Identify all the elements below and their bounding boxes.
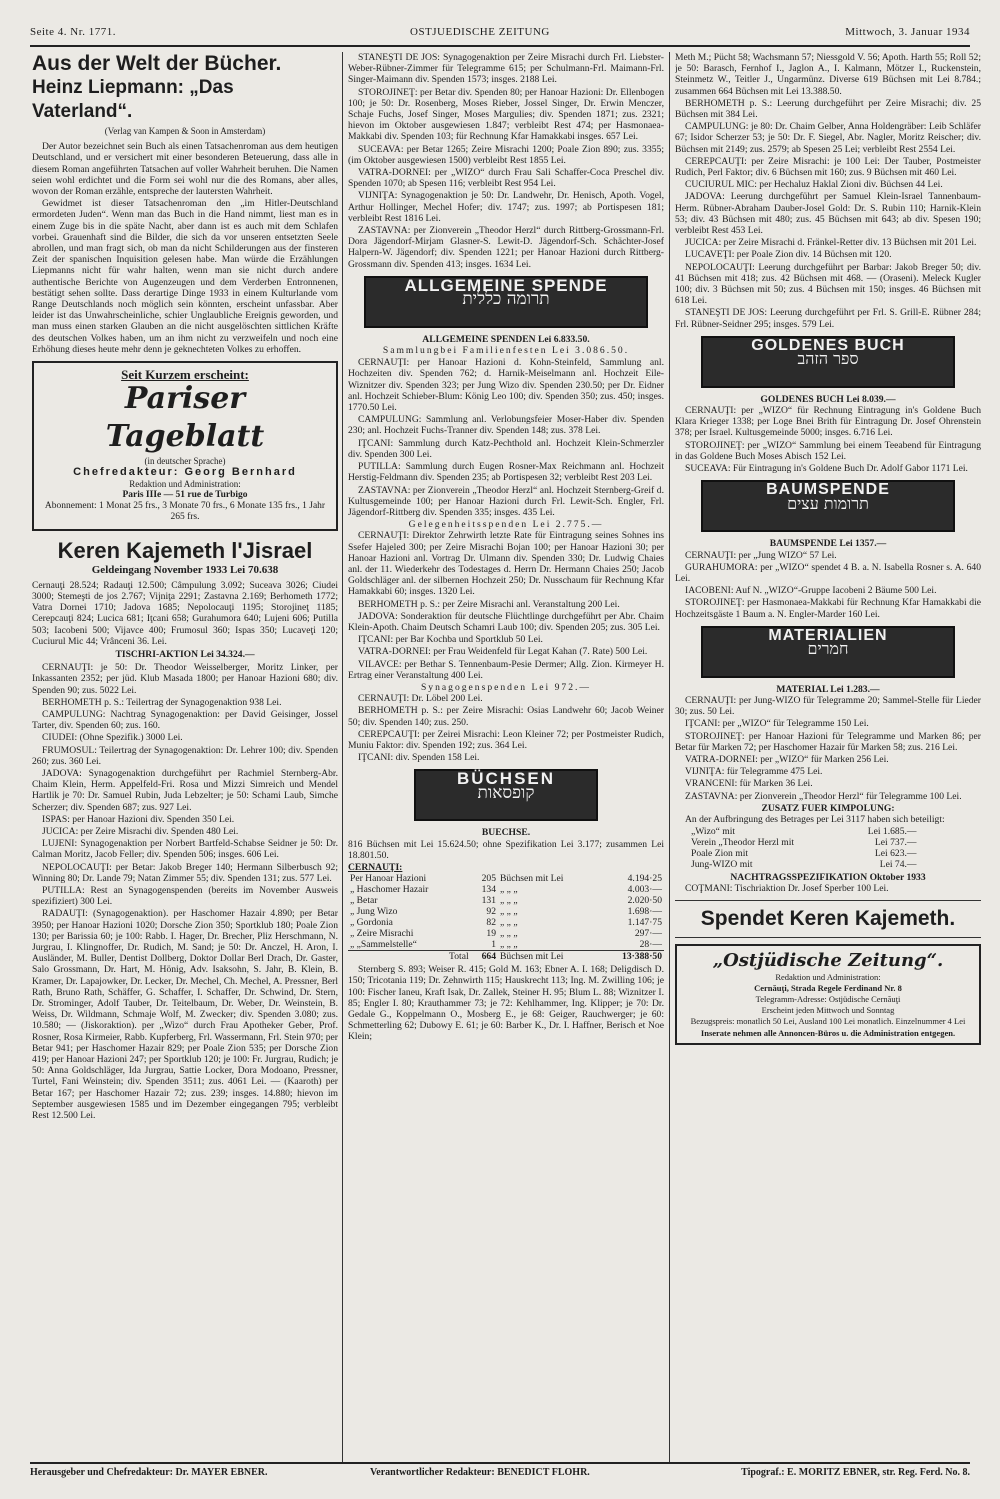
masthead-address: Cernăuţi, Strada Regele Ferdinand Nr. 8 <box>754 982 902 993</box>
donation-paragraph: STOROJINEŢ: per Hanoar Hazioni für Telegramme und Marken 86; per Betar für Marken 72; per Haschomer Hazair für Marken 58; zus. 216 Lei. <box>675 730 981 753</box>
donation-paragraph: IŢCANI: per „WIZO“ für Telegramme 150 Lei. <box>685 718 869 730</box>
donation-paragraph: An der Aufbringung des Betrages per Lei 3117 haben sich beteiligt: <box>685 813 945 825</box>
ad-address: Paris IIIe — 51 rue de Turbigo <box>122 489 248 500</box>
table-row <box>348 939 664 951</box>
issue-date: Mittwoch, 3. Januar 1934 <box>845 26 970 38</box>
masthead-price: Bezugspreis: monatlich 50 Lei, Ausland 100 Lei monatlich. Einzelnummer 4 Lei <box>690 1016 966 1027</box>
banner-label: GOLDENES BUCH <box>751 336 905 354</box>
donation-paragraph: ZASTAVNA: per Zionverein „Theodor Herzl“ durch Rittberg-Grossmann-Frl. Dora Jägendorf-Mirjam Glasner-S. Lewit-D. Jägendorf-Sch. Schächter-Josef Halpern-W. Jägendorf; div. Spenden 1221; per Hanoar Hazioni durch Rittberg-Grossmann div. Spenden 413; insges. 1634 Lei. <box>348 225 664 270</box>
table-row <box>348 895 664 906</box>
banner-hebrew: ספר הזהב <box>797 349 859 369</box>
donation-paragraph: VILAVCE: per Bethar S. Tennenbaum-Pesie Dermer; Allg. Zion. Kirmeyer H. Ertrag einer Veranstaltung 400 Lei. <box>348 658 664 681</box>
table-row <box>348 928 664 939</box>
row-name: Jung-WIZO mit <box>691 859 753 871</box>
section-subheading: Synagogenspenden Lei 972.— <box>420 681 592 693</box>
row-count: 131 <box>481 895 497 907</box>
donation-paragraph: RADAUŢI: (Synagogenaktion). per Haschomer Hazair 4.890; per Betar 3950; per Hanoar Hazioni 1020; Dorsche Zion 350; Sportklub 180; Poale Zion 130; per Barissia 60; je 100: Rabb. I. Hager, Dr. Brecher, Pliz Herschmann, N. Jurgrau, I. Klingnoffer, Dr. Rudich, M. Sand; je 50: Dr. Anczel, H. Aron, I. Ausländer, M. Buller, Dentist Dollberg, Doktor Dollar Berl Drach, Dr. Gaster, Salo Grossmann, Dr. Hart, M. Hönig, Adv. Isaksohn, S. Jahr, B. Klein, B. Kramer, Dr. Lapajowker, Dr. Lecker, Dr. Mechel, Ch. Mechel, A. Pressner, Berl Rath, Bruno Rath, Schäffer, G. Schaffer, I. Schaffer, Dr. Schwind, Dr. Stern, Dr. Strominger, Adolf Tauber, Dr. Teitelbaum, Dr. Weber, Dr. Weinstein, B. Weiss, Dr. Wildmann, Schmaje Wolf, M. Zwecker; div. Spenden 3.080; zus. 10.580; — (Jiskoraktion). per „Wizo“ durch Frau Apotheker Geber, Prof. Rosner, Rosa Kirmeier, Rabb. Kupferberg, Frl. Wassermann, Frl. Stein 970; per Betar 941; per Haschomer Hazair 829; per Poale Zion 535; per Dorsche Zion 419; per Hanoar Hazioni 247; per Sportklub 120; je 100: Fr. Jurgrau, Rudich; je 50: Anna Goldschläger, Ida Jurgrau, Sattie Locker, Dora Modoano, Pressner, Turtel, Fani Weinstein; div. Spenden 3511; zus. 4061 Lei. — (Kaaroth) per Betar 167; per Haschomer Hazair 72; zus. 239; insges. 14.880; hievon im September ausgewiesen 1585 und im Dezember eingegangen 795; verbleibt Rest 12.500 Lei. <box>32 908 338 1122</box>
footer-editor: Verantwortlicher Redakteur: BENEDICT FLOHR. <box>370 1467 590 1478</box>
donation-paragraph: CERNAUŢI: per „WIZO“ für Rechnung Eintragung in's Goldene Buch Klara Krieger 1338; per Loge Bnei Brith für Eintragung Dr. Josef Ohrenstein 378; per Israel. Kultusgemeinde 5000; insges. 6.716 Lei. <box>675 405 981 439</box>
divider <box>675 937 981 938</box>
donation-paragraph: SUCEAVA: per Betar 1265; Zeire Misrachi 1200; Poale Zion 890; zus. 3355; (im Oktober ausgewiesen 1500) verbleibt Rest 1855 Lei. <box>348 143 664 166</box>
ad-editor: Chefredakteur: Georg Bernhard <box>73 466 297 479</box>
page-number: Seite 4. Nr. 1771. <box>30 26 116 38</box>
donation-paragraph: CAMPULUNG: je 80: Dr. Chaim Gelber, Anna Holdengräber: Leib Schläfer 67; Isidor Scherzer 53; je 50: Dr. F. Siegel, Abr. Nagler, Moritz Reischer; div. Büchsen mit 2149; zus. 2579; ab Spesen 25 Lei; verbleibt Rest 2554 Lei. <box>675 121 981 155</box>
table-row <box>348 884 664 895</box>
review-paragraph: Gewidmet ist dieser Tatsachenroman den „im Hitler-Deutschland ermordeten Juden“. Wenn man das Buch in die Hand nimmt, liest man es in einem Zuge bis in die späte Nacht, aber dann ist es auch mit dem Schlafen vorbei. Grauenhaft sind die Bilder, die sich da vor unseren entsetzten Seele abrollen, und man fragt sich, ob man da nicht Schilderungen aus der finsteren Zeit der spanischen Inquisition gelesen habe. Man würde die Erzählungen Liepmanns nicht für wahr halten, wenn man sie nicht durch andere authentische Berichte von Augenzeugen und dem Verderben Entronnenen, bestätigt sehen sollte. Dass derartige Dinge 1933 in einem Kulturlande vom Range Deutschlands noch möglich sein könnten, erscheint unfassbar. Aber leider ist das Unwahrscheinliche, schier Unglaubliche Ereignis geworden, und man muss einen starken Glauben an die nicht ausgelöschten sittlichen Kräfte des deutschen Volkes haben, um an ihm nicht zu verzweifeln und noch eine Erhöhung dieses heute mehr denn je geknechteten Volkes zu erhoffen. <box>32 198 338 355</box>
ad-admin: Redaktion und Administration: <box>129 478 241 489</box>
tischri-heading: TISCHRI-AKTION Lei 34.324.— <box>115 648 255 660</box>
row-name: „ Gordonia <box>350 917 393 929</box>
section-heading: MATERIAL Lei 1.283.— <box>776 683 880 695</box>
donation-paragraph: BERHOMETH p. S.: Teilertrag der Synagogenaktion 938 Lei. <box>42 696 282 708</box>
table-row <box>689 837 919 848</box>
donation-paragraph: ISPAS: per Hanoar Hazioni div. Spenden 350 Lei. <box>42 813 235 825</box>
donation-paragraph: LUJENI: Synagogenaktion per Norbert Bartfeld-Schabse Seidner je 50: Dr. Calman Moritz, Jacob Feller; div. Spenden 506; insges. 606 Lei. <box>32 838 338 861</box>
donation-paragraph: LUCAVEŢI: per Poale Zion div. 14 Büchsen mit 120. <box>685 249 892 261</box>
donation-paragraph: CUCIURUL MIC: per Hechaluz Haklal Zioni div. Büchsen 44 Lei. <box>685 179 943 191</box>
buechsen-table <box>348 873 664 962</box>
book-title: Heinz Liepmann: „Das Vaterland“. <box>32 77 234 122</box>
section-heading: BUECHSE. <box>481 827 531 839</box>
donation-paragraph: JUCICA: per Zeire Misrachi d. Fränkel-Retter div. 13 Büchsen mit 201 Lei. <box>685 237 977 249</box>
row-label: „ „ „ <box>500 939 518 951</box>
section-heading: ZUSATZ FUER KIMPOLUNG: <box>761 802 895 814</box>
donation-paragraph: VATRA-DORNEI: per „WIZO“ für Marken 256 Lei. <box>685 753 889 765</box>
table-row <box>348 906 664 917</box>
total-amount: 13·388·50 <box>622 951 662 963</box>
column-2 <box>348 52 664 1460</box>
row-count: 19 <box>486 928 497 940</box>
donation-paragraph: CERNAUŢI: Direktor Zehrwirth letzte Rate für Eintragung seines Sohnes ins Ssefer Hajeled 300; per Zeire Misrachi Bojan 100; per Hanoar Hazioni 30; per Hanoar Hazioni anl. Vortrag Dr. Ulmann div. Spenden 330; Dr. Ludwig Chaies anl. der 11. Wiederkehr des Todestages d. Herrn Dr. Hermann Chaies 250; Jacob Goldschläger anl. der silbernen Hochzeit 250; Dr. Nusschaum für Rechnung Kfar Hamakkabi 60; insges. 1320 Lei. <box>348 530 664 598</box>
newspaper-name: OSTJUEDISCHE ZEITUNG <box>410 26 550 38</box>
donation-paragraph: ZASTAVNA: per Zionverein „Theodor Herzl“ anl. Hochzeit Sternberg-Greif d. Kultusgemeinde 100; per Hanoar Hazioni durch Frl. Lewit-Sch. Engler, Frl. Jägendorf-Rittberg div. Spenden 335; insges. 435 Lei. <box>348 484 664 518</box>
banner-materialien <box>701 626 955 678</box>
donation-paragraph: GURAHUMORA: per „WIZO“ spendet 4 B. a. N. Isabella Rosner s. A. 640 Lei. <box>675 561 981 584</box>
donation-paragraph: VATRA-DORNEI: per Frau Weidenfeld für Legat Kahan (7. Rate) 500 Lei. <box>358 646 648 658</box>
page-header <box>30 26 970 44</box>
banner-hebrew: חמרים <box>807 638 849 658</box>
row-amount: 4.003·— <box>627 884 662 896</box>
ad-title: Pariser Tageblatt <box>105 381 265 455</box>
table-row <box>689 848 919 859</box>
banner-hebrew: קופסאות <box>477 782 535 803</box>
header-rule <box>30 45 970 47</box>
review-paragraph: Der Autor bezeichnet sein Buch als einen Tatsachenroman aus dem heutigen Deutschland, und er versichert mit einer besonderen Beteuerung, dass alle in diesem Roman angeführten Tatsachen auf voller Wahrheit beruhen. Die Namen seien wohl erdichtet und die Form sei wohl nur die des Romans, aber alles, wovon der Roman erzähle, entspreche der lautersten Wahrheit. <box>32 141 338 198</box>
donation-paragraph: NEPOLOCAUŢI: Leerung durchgeführt per Barbar: Jakob Breger 50; div. 41 Büchsen mit 418; zus. 42 Büchsen mit 468. — (Oraseni). Meleck Kugler 100; div. 3 Büchsen mit 50; zus. 4 Büchsen mit 150; insges. 46 Büchsen mit 618 Lei. <box>675 261 981 307</box>
row-label: Büchsen mit Lei <box>500 873 564 885</box>
footer-publisher: Herausgeber und Chefredakteur: Dr. MAYER EBNER. <box>30 1467 268 1478</box>
row-name: „ Jung Wizo <box>350 906 398 918</box>
donation-paragraph: IŢCANI: div. Spenden 158 Lei. <box>358 752 480 764</box>
banner-baumspende <box>701 480 955 532</box>
kk-city-totals: Cernauţi 28.524; Radauţi 12.500; Câmpulung 3.092; Suceava 3026; Ciudei 3000; Stemeşti de jos 2.767; Vijniţa 2291; Zastavna 2.169; Berhometh 1772; Vatra Dornei 1710; Jadova 1685; Nepolocauţi 1195; Storojineţ 1185; Cerepcauţi 824; Lucica 681; Iţcani 658; Gurahumora 640; Lujeni 606; Putilla 503; Iacobeni 500; Vijavce 400; Frumosul 360; Ispas 350; Lucaveţi 120; Cuciurul Mic 44; Vrânceni 36. Lei. <box>32 579 338 647</box>
table-row <box>689 859 919 870</box>
row-label: „ „ „ <box>500 884 518 896</box>
donation-paragraph: VRANCENI: für Marken 36 Lei. <box>685 778 813 790</box>
row-amount: 2.020·50 <box>627 895 662 907</box>
column-1 <box>32 52 338 1460</box>
masthead-admin: Redaktion und Administration: <box>775 971 881 982</box>
row-count: 1 <box>491 939 497 951</box>
row-count: 205 <box>481 873 497 885</box>
donation-paragraph: CAMPULUNG: Nachtrag Synagogenaktion: per David Geisinger, Jossel Tarter, div. Spenden 60; zus. 160. <box>32 708 338 732</box>
section-heading: BAUMSPENDE Lei 1357.— <box>769 538 887 550</box>
masthead-title: „Ostjüdische Zeitung“. <box>712 949 944 971</box>
ad-intro: Seit Kurzem erscheint: <box>121 367 249 383</box>
donation-paragraph: STANEŞTI DE JOS: Leerung durchgeführt per Frl. S. Grill-E. Rübner 284; Frl. Rübner-Seidner 295; insges. 579 Lei. <box>675 307 981 330</box>
table-row <box>348 917 664 928</box>
section-heading: GOLDENES BUCH Lei 8.039.— <box>760 393 896 405</box>
row-count: 134 <box>481 884 497 896</box>
donation-paragraph: JUCICA: per Zeire Misrachi div. Spenden 480 Lei. <box>42 825 239 837</box>
row-name: „ „Sammelstelle“ <box>350 939 417 951</box>
city-label: CERNAUŢI: <box>348 861 403 873</box>
row-amount: Lei 74.— <box>879 859 917 871</box>
donation-paragraph: VATRA-DORNEI: per „WIZO“ durch Frau Sali Schaffer-Coca Preschel div. Spenden 1070; ab Spesen 116; verbleibt Rest 954 Lei. <box>348 167 664 190</box>
donation-paragraph: SUCEAVA: Für Eintragung in's Goldene Buch Dr. Adolf Gabor 1171 Lei. <box>685 463 968 475</box>
row-label: „ „ „ <box>500 917 518 929</box>
donation-paragraph: BERHOMETH p. S.: per Zeire Misrachi anl. Veranstaltung 200 Lei. <box>358 598 620 610</box>
row-amount: 1.698·— <box>627 906 662 918</box>
footer-printer: Tipograf.: E. MORITZ EBNER, str. Reg. Ferd. No. 8. <box>741 1467 970 1478</box>
donation-paragraph: CEREPCAUŢI: per Zeirei Misrachi: Leon Kleiner 72; per Postmeister Rudich, Muniu Faktor: div. Spenden 192; zus. 364 Lei. <box>348 728 664 751</box>
donation-paragraph: BERHOMETH p. S.: Leerung durchgeführt per Zeire Misrachi; div. 25 Büchsen mit 384 Lei. <box>675 97 981 121</box>
donation-paragraph: STOROJINEŢ: per Betar div. Spenden 80; per Hanoar Hazioni: Dr. Ellenbogen 100; je 50: Dr. Rosenberg, Moses Rieber, Jossel Singer, Dr. Erwin Menczer, Schaje Fuchs, Josef Singer, Moses Margulies; div. Spenden 1871; zus. 2321; hievon im Oktober ausgewiesen 1.847; verbleibt Rest 474; per Hasmonaea-Makkabi div. Spenden 103; für Rechnung Kfar Hamakkabi insges. 657 Lei. <box>348 86 664 143</box>
table-row <box>348 873 664 884</box>
donation-paragraph: STOROJINEŢ: per Hasmonaea-Makkabi für Rechnung Kfar Hamakkabi die Hochzeitsgäste 1 Baum a. N. Engler-Marder 160 Lei. <box>675 597 981 620</box>
row-count: 82 <box>486 917 497 929</box>
row-name: „ Zeire Misrachi <box>350 928 414 940</box>
section-heading: ALLGEMEINE SPENDEN Lei 6.833.50. <box>422 333 590 345</box>
column-divider <box>669 52 670 1462</box>
section-subheading: Gelegenheitsspenden Lei 2.775.— <box>408 519 604 531</box>
page-footer <box>30 1462 970 1482</box>
donation-paragraph: NEPOLOCAUŢI: per Betar: Jakob Breger 140; Hermann Silberbusch 92; Winning 80; Dr. Lande 79; Natan Zimmer 55; div. Spenden 131; zus. 577 Lei. <box>32 861 338 884</box>
row-amount: Lei 1.685.— <box>867 826 917 838</box>
donation-paragraph: CEREPCAUŢI: per Zeire Misrachi: je 100 Lei: Der Tauber, Postmeister Rudich, Perl Faktor; div. 6 Büchsen mit 160; zus. 9 Büchsen mit 460 Lei. <box>675 155 981 179</box>
donation-paragraph: IŢCANI: Sammlung durch Katz-Pechthold anl. Hochzeit Klein-Schmerzler div. Spenden 300 Lei. <box>348 437 664 460</box>
masthead-ads: Inserate nehmen alle Annoncen-Büros u. die Administration entgegen. <box>700 1027 956 1038</box>
row-amount: Lei 737.— <box>874 837 917 849</box>
masthead-box <box>675 944 981 1045</box>
donation-paragraph: IŢCANI: per Bar Kochba und Sportklub 50 Lei. <box>358 634 543 646</box>
donation-paragraph: CERNAUŢI: per Hanoar Hazioni d. Kohn-Steinfeld, Sammlung anl. Hochzeiten div. Spenden 762; d. Harnik-Meiselmann anl. Hochzeit Eile-Wiznitzer div. Spenden 323; per Jung Wizo div. Spenden 230.50; per Dr. Eidner anl. Hochzeit Schieber-Blum: König Leo 100; div. Spenden 350; zus. 450; insges. 1770.50 Lei. <box>348 357 664 414</box>
total-label: Total <box>449 951 469 963</box>
donation-paragraph: CIUDEI: (Ohne Spezifik.) 3000 Lei. <box>42 732 183 744</box>
donation-paragraph: STOROJINEŢ: per „WIZO“ Sammlung bei einem Teeabend für Eintragung in das Goldene Buch Moses Abisch 152 Lei. <box>675 439 981 462</box>
total-text: Büchsen mit Lei <box>500 951 564 963</box>
column-divider <box>342 52 343 1462</box>
section-subheading: Sammlungbei Familienfesten Lei 3.086.50. <box>382 345 630 357</box>
banner-label: BÜCHSEN <box>456 769 556 789</box>
total-count: 664 <box>481 951 497 963</box>
row-amount: 297·— <box>634 928 662 940</box>
donation-paragraph: COŢMANI: Tischriaktion Dr. Josef Sperber 100 Lei. <box>685 883 889 895</box>
donation-paragraph: PUTILLA: Sammlung durch Eugen Rosner-Max Reichmann anl. Hochzeit Herstig-Feldmann div. Spenden 235; ab Portispesen 32; verbleibt Rest 203 Lei. <box>348 461 664 484</box>
advertisement-box <box>32 361 338 531</box>
banner-allgemeine-spende <box>364 276 648 328</box>
row-amount: 1.147·75 <box>627 917 662 929</box>
row-amount: 28·— <box>639 939 662 951</box>
masthead-telegram: Telegramm-Adresse: Ostjüdische Cernăuţi <box>755 993 901 1004</box>
publisher-note: (Verlag van Kampen & Soon in Amsterdam) <box>104 126 266 136</box>
row-name: „Wizo“ mit <box>691 826 736 838</box>
donation-paragraph: CERNAUŢI: je 50: Dr. Theodor Weisselberger, Moritz Linker, per Inkassanten 2352; per jüd. Klub Masada 1800; per Hanoar Hazioni 680; div. Spenden 90; zus. 5022 Lei. <box>32 662 338 696</box>
table-total-row <box>348 951 664 963</box>
row-name: Per Hanoar Hazioni <box>350 873 427 885</box>
row-amount: Lei 623.— <box>874 848 917 860</box>
kimpolung-table <box>689 826 919 870</box>
donation-paragraph: Sternberg S. 893; Weiser R. 415; Gold M. 163; Ebner A. I. 168; Deligdisch D. 150; Tricotania 119; Dr. Zehnwirth 115; Hauskrecht 113; Ing. M. Zwilling 106; je 100: Fischer Ianeu, Kraft Isak, Dr. Zallek, Steiner H. 95; Blum L. 88; Wiznitzer I. 85; Engler I. 80; Krauthammer 73; je 72: Kehlhammer, Ing. Klipper; je 70: Dr. Gedale G., Koppelmann O., Mosberg E., je 68: Geiger, Rauchwerger; je 60: Schmetterling 62; Dubowy E. 61; je 60: Barber K., Dr. I. Haffner, Berisch et Noe Klein; <box>348 964 664 1043</box>
donation-paragraph: CERNAUŢI: per „Jung WIZO“ 57 Lei. <box>685 549 837 561</box>
section-heading: NACHTRAGSSPEZIFIKATION Oktober 1933 <box>730 872 926 884</box>
row-name: „ Betar <box>350 895 378 907</box>
kk-subtitle: Geldeingang November 1933 Lei 70.638 <box>91 564 279 577</box>
section-title: Aus der Welt der Bücher. <box>32 52 282 75</box>
donation-paragraph: STANEŞTI DE JOS: Synagogenaktion per Zeire Misrachi durch Frl. Liebster-Weber-Rübner-Zimmer für Telegramme 615; per Schulmann-Frl. Maimann-Frl. Singer-Maimann div. Spenden 1573; insges. 2188 Lei. <box>348 52 664 86</box>
donation-paragraph: VIJNIŢA: für Telegramme 475 Lei. <box>685 766 823 778</box>
row-name: „ Haschomer Hazair <box>350 884 429 896</box>
banner-goldenes-buch <box>701 336 955 388</box>
row-label: „ „ „ <box>500 928 518 940</box>
masthead-schedule: Erscheint jeden Mittwoch und Sonntag <box>761 1005 895 1016</box>
donation-paragraph: VIJNIŢA: Synagogenaktion je 50: Dr. Landwehr, Dr. Henisch, Apoth. Vogel, Arthur Hollinger, Mechel Hofer; div. 1747; zus. 1997; ab Portispesen 181; verbleibt Rest 1816 Lei. <box>348 190 664 224</box>
row-name: Poale Zion mit <box>691 848 749 860</box>
donation-paragraph: CERNAUŢI: per Jung-WIZO für Telegramme 20; Sammel-Stelle für Lieder 30; zus. 50 Lei. <box>675 694 981 718</box>
appeal-headline: Spendet Keren Kajemeth. <box>700 906 956 930</box>
donation-paragraph: JADOVA: Leerung durchgeführt per Samuel Klein-Israel Tannenbaum-Herm. Rübner-Abraham Dauber-Josel Gold: Dr. S. Rubin 110; Harnik-Klein 53; div. 43 Büchsen mit 480; zus. 45 Büchsen mit 643; ab div. Spesen 190; verbleibt Rest 453 Lei. <box>675 191 981 237</box>
donation-paragraph: ZASTAVNA: per Zionverein „Theodor Herzl“ für Telegramme 100 Lei. <box>685 790 962 802</box>
ad-subscription: Abonnement: 1 Monat 25 frs., 3 Monate 70 frs., 6 Monate 135 frs., 1 Jahr 265 frs. <box>44 501 326 523</box>
row-label: „ „ „ <box>500 895 518 907</box>
row-name: Verein „Theodor Herzl mit <box>691 837 795 849</box>
ad-language: (in deutscher Sprache) <box>144 456 226 467</box>
table-row <box>689 826 919 837</box>
kk-title: Keren Kajemeth l'Jisrael <box>57 538 313 564</box>
donation-paragraph: Meth M.; Pücht 58; Wachsmann 57; Niessgold V. 56; Apoth. Harth 55; Roll 52; je 50: Barasch, Fernhof I., Jaglon A., I. Kalmann, Mötzer I., Ruckenstein, Steinmetz W., Teitler J., Ungarmünz. Diverse 619 Büchsen mit Lei 8.784.; zusammen 664 Büchsen mit Lei 13.388.50. <box>675 52 981 97</box>
column-3 <box>675 52 981 1460</box>
donation-paragraph: CAMPULUNG: Sammlung anl. Verlobungsfeier Moser-Haber div. Spenden 230; anl. Hochzeit Fuchs-Tranner div. Spenden 148; zus. 378 Lei. <box>348 414 664 437</box>
donation-paragraph: CERNAUŢI: Dr. Löbel 200 Lei. <box>358 693 483 705</box>
row-amount: 4.194·25 <box>627 873 662 885</box>
banner-hebrew: תרומות עצים <box>787 493 869 513</box>
donation-paragraph: JADOVA: Sonderaktion für deutsche Flüchtlinge durchgeführt per Abr. Chaim Klein-Apoth. Chaim Deutsch Schamri Laub 100; div. Spenden 205; zus. 305 Lei. <box>348 610 664 633</box>
banner-label: ALLGEMEINE SPENDE <box>404 275 608 295</box>
banner-hebrew: תרומה כללית <box>462 289 550 310</box>
donation-paragraph: FRUMOSUL: Teilertrag der Synagogenaktion: Dr. Lehrer 100; div. Spenden 260; zus. 360 Lei. <box>32 744 338 767</box>
donation-paragraph: 816 Büchsen mit Lei 15.624.50; ohne Spezifikation Lei 3.177; zusammen Lei 18.801.50. <box>348 838 664 861</box>
donation-paragraph: PUTILLA: Rest an Synagogenspenden (bereits im November Ausweis spezifiziert) 300 Lei. <box>32 884 338 908</box>
banner-label: MATERIALIEN <box>768 626 888 644</box>
banner-label: BAUMSPENDE <box>766 481 890 499</box>
banner-buechsen <box>414 769 598 821</box>
row-label: „ „ „ <box>500 906 518 918</box>
divider <box>675 900 981 901</box>
donation-paragraph: JADOVA: Synagogenaktion durchgeführt per Rachmiel Sternberg-Abr. Chaim Klein, Herm. Appelfeld-Fri. Rosa und Mizzi Simreich und Mendel Hartlik je 70: Dr. Samuel Rubin, Juda Lebzelter; je 50: Schami Laub, Simche Scherzer; div. Spenden 687; zus. 927 Lei. <box>32 767 338 813</box>
donation-paragraph: IACOBENI: Auf N. „WIZO“-Gruppe Iacobeni 2 Bäume 500 Lei. <box>685 585 937 597</box>
row-count: 92 <box>486 906 497 918</box>
donation-paragraph: BERHOMETH p. S.: per Zeire Misrachi: Osias Landwehr 60; Jacob Weiner 50; div. Spenden 140; zus. 250. <box>348 705 664 728</box>
